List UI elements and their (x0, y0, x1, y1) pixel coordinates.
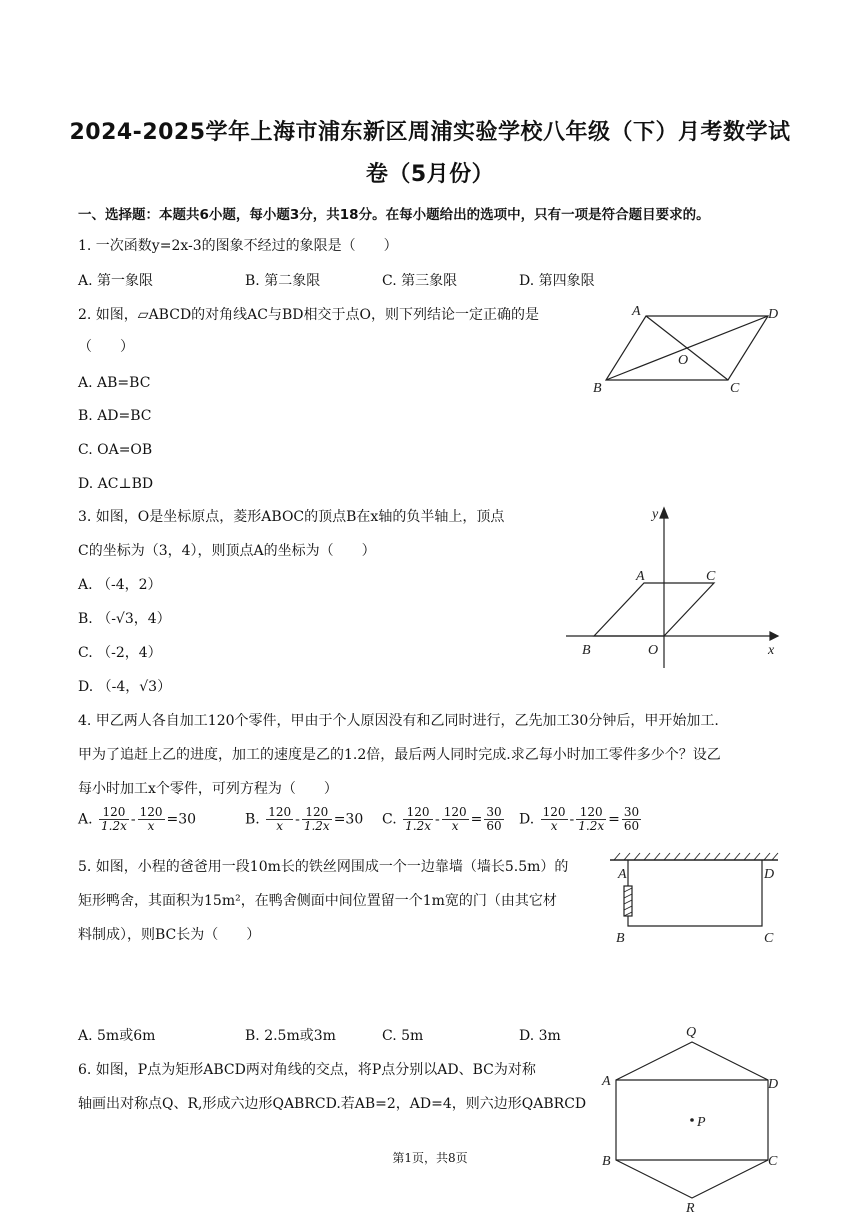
q6-stem-line1: 6. 如图，P点为矩形ABCD两对角线的交点，将P点分别以AD、BC为对称 (78, 1062, 536, 1078)
q2-stem-line2: （ ） (78, 339, 134, 355)
label-x: x (768, 643, 775, 658)
page-title-line2: 卷（5月份） (365, 162, 495, 187)
y-axis-arrow (660, 508, 668, 518)
q4-option-a: A. $\frac{120}{1.2x}$ - $\frac{120}{x}$ =30 (78, 805, 197, 833)
label-d: D (768, 1077, 779, 1092)
q1-option-c: C. 第三象限 (382, 273, 458, 289)
label-a: A (618, 867, 627, 882)
label-a: A (632, 304, 641, 319)
q6-hexagon-figure (596, 1018, 788, 1214)
q3-option-b: B. （-√3，4） (78, 611, 171, 627)
q3-option-c: C. （-2，4） (78, 645, 162, 661)
q4-option-d: D. $\frac{120}{x}$ - $\frac{120}{1.2x}$ = $\frac{30}{60}$ (519, 805, 640, 833)
label-p: P (697, 1115, 706, 1130)
q2-option-c: C. OA=OB (78, 442, 153, 458)
q5-option-a: A. 5m或6m (78, 1028, 156, 1044)
point-p (690, 1118, 694, 1122)
q5-stem-line3: 料制成），则BC长为（ ） (78, 927, 261, 943)
label-o: O (648, 643, 659, 658)
q3-rhombus-coordinate-figure (560, 500, 790, 670)
q5-option-d: D. 3m (519, 1028, 561, 1044)
label-r: R (686, 1201, 695, 1214)
label-o: O (678, 353, 689, 368)
section-heading: 一、选择题：本题共6小题，每小题3分，共18分。在每小题给出的选项中，只有一项是符合题目要求的。 (78, 207, 710, 223)
label-d: D (764, 867, 775, 882)
label-a: A (602, 1074, 611, 1089)
label-c: C (768, 1154, 778, 1169)
q4-stem-line1: 4. 甲乙两人各自加工120个零件，甲由于个人原因没有和乙同时进行，乙先加工30分钟后，甲开始加工. (78, 713, 719, 729)
q1-option-b: B. 第二象限 (245, 273, 321, 289)
label-a: A (636, 569, 645, 584)
q1-option-d: D. 第四象限 (519, 273, 595, 289)
q5-duck-house-figure (606, 850, 782, 950)
q4-stem-line2: 甲为了追赶上乙的进度，加工的速度是乙的1.2倍，最后两人同时完成.求乙每小时加工零件多少个？设乙 (78, 747, 721, 763)
q2-option-d: D. AC⊥BD (78, 476, 154, 492)
q4-option-b: B. $\frac{120}{x}$ - $\frac{120}{1.2x}$ =30 (245, 805, 364, 833)
label-c: C (764, 931, 774, 946)
rhombus-aboc (594, 583, 714, 636)
q3-stem-line1: 3. 如图，O是坐标原点，菱形ABOC的顶点B在x轴的负半轴上，顶点 (78, 509, 505, 525)
page-footer: 第1页，共8页 (392, 1151, 468, 1165)
q3-option-d: D. （-4，√3） (78, 679, 172, 695)
label-b: B (616, 931, 625, 946)
wall-hatching (614, 853, 778, 860)
label-q: Q (686, 1025, 697, 1040)
label-b: B (602, 1154, 611, 1169)
page-title-line1: 2024-2025学年上海市浦东新区周浦实验学校八年级（下）月考数学试 (69, 120, 791, 145)
fence-abcd (628, 860, 762, 926)
q1-stem: 1. 一次函数y=2x-3的图象不经过的象限是（ ） (78, 238, 398, 254)
q5-stem-line2: 矩形鸭舍，其面积为15m²，在鸭舍侧面中间位置留一个1m宽的门（由其它材 (78, 893, 557, 909)
q2-option-b: B. AD=BC (78, 408, 152, 424)
q2-stem-line1: 2. 如图，▱ABCD的对角线AC与BD相交于点O，则下列结论一定正确的是 (78, 307, 539, 323)
q6-stem-line2: 轴画出对称点Q、R,形成六边形QABRCD.若AB=2，AD=4，则六边形QABRCD (78, 1096, 587, 1112)
q3-option-a: A. （-4，2） (78, 577, 162, 593)
q1-option-a: A. 第一象限 (78, 273, 154, 289)
q4-option-c: C. $\frac{120}{1.2x}$ - $\frac{120}{x}$ = $\frac{30}{60}$ (382, 805, 502, 833)
label-b: B (593, 381, 602, 396)
label-y: y (652, 507, 659, 522)
q5-option-b: B. 2.5m或3m (245, 1028, 336, 1044)
label-d: D (768, 307, 779, 322)
q3-stem-line2: C的坐标为（3，4），则顶点A的坐标为（ ） (78, 543, 376, 559)
q5-stem-line1: 5. 如图，小程的爸爸用一段10m长的铁丝网围成一个一边靠墙（墙长5.5m）的 (78, 859, 569, 875)
q5-option-c: C. 5m (382, 1028, 424, 1044)
label-c: C (730, 381, 740, 396)
q2-parallelogram-figure (588, 298, 788, 398)
q2-option-a: A. AB=BC (78, 375, 151, 391)
label-c: C (706, 569, 716, 584)
diagonal-bd (606, 316, 768, 380)
label-b: B (582, 643, 591, 658)
q4-stem-line3: 每小时加工x个零件，可列方程为（ ） (78, 781, 338, 797)
x-axis-arrow (770, 632, 778, 640)
